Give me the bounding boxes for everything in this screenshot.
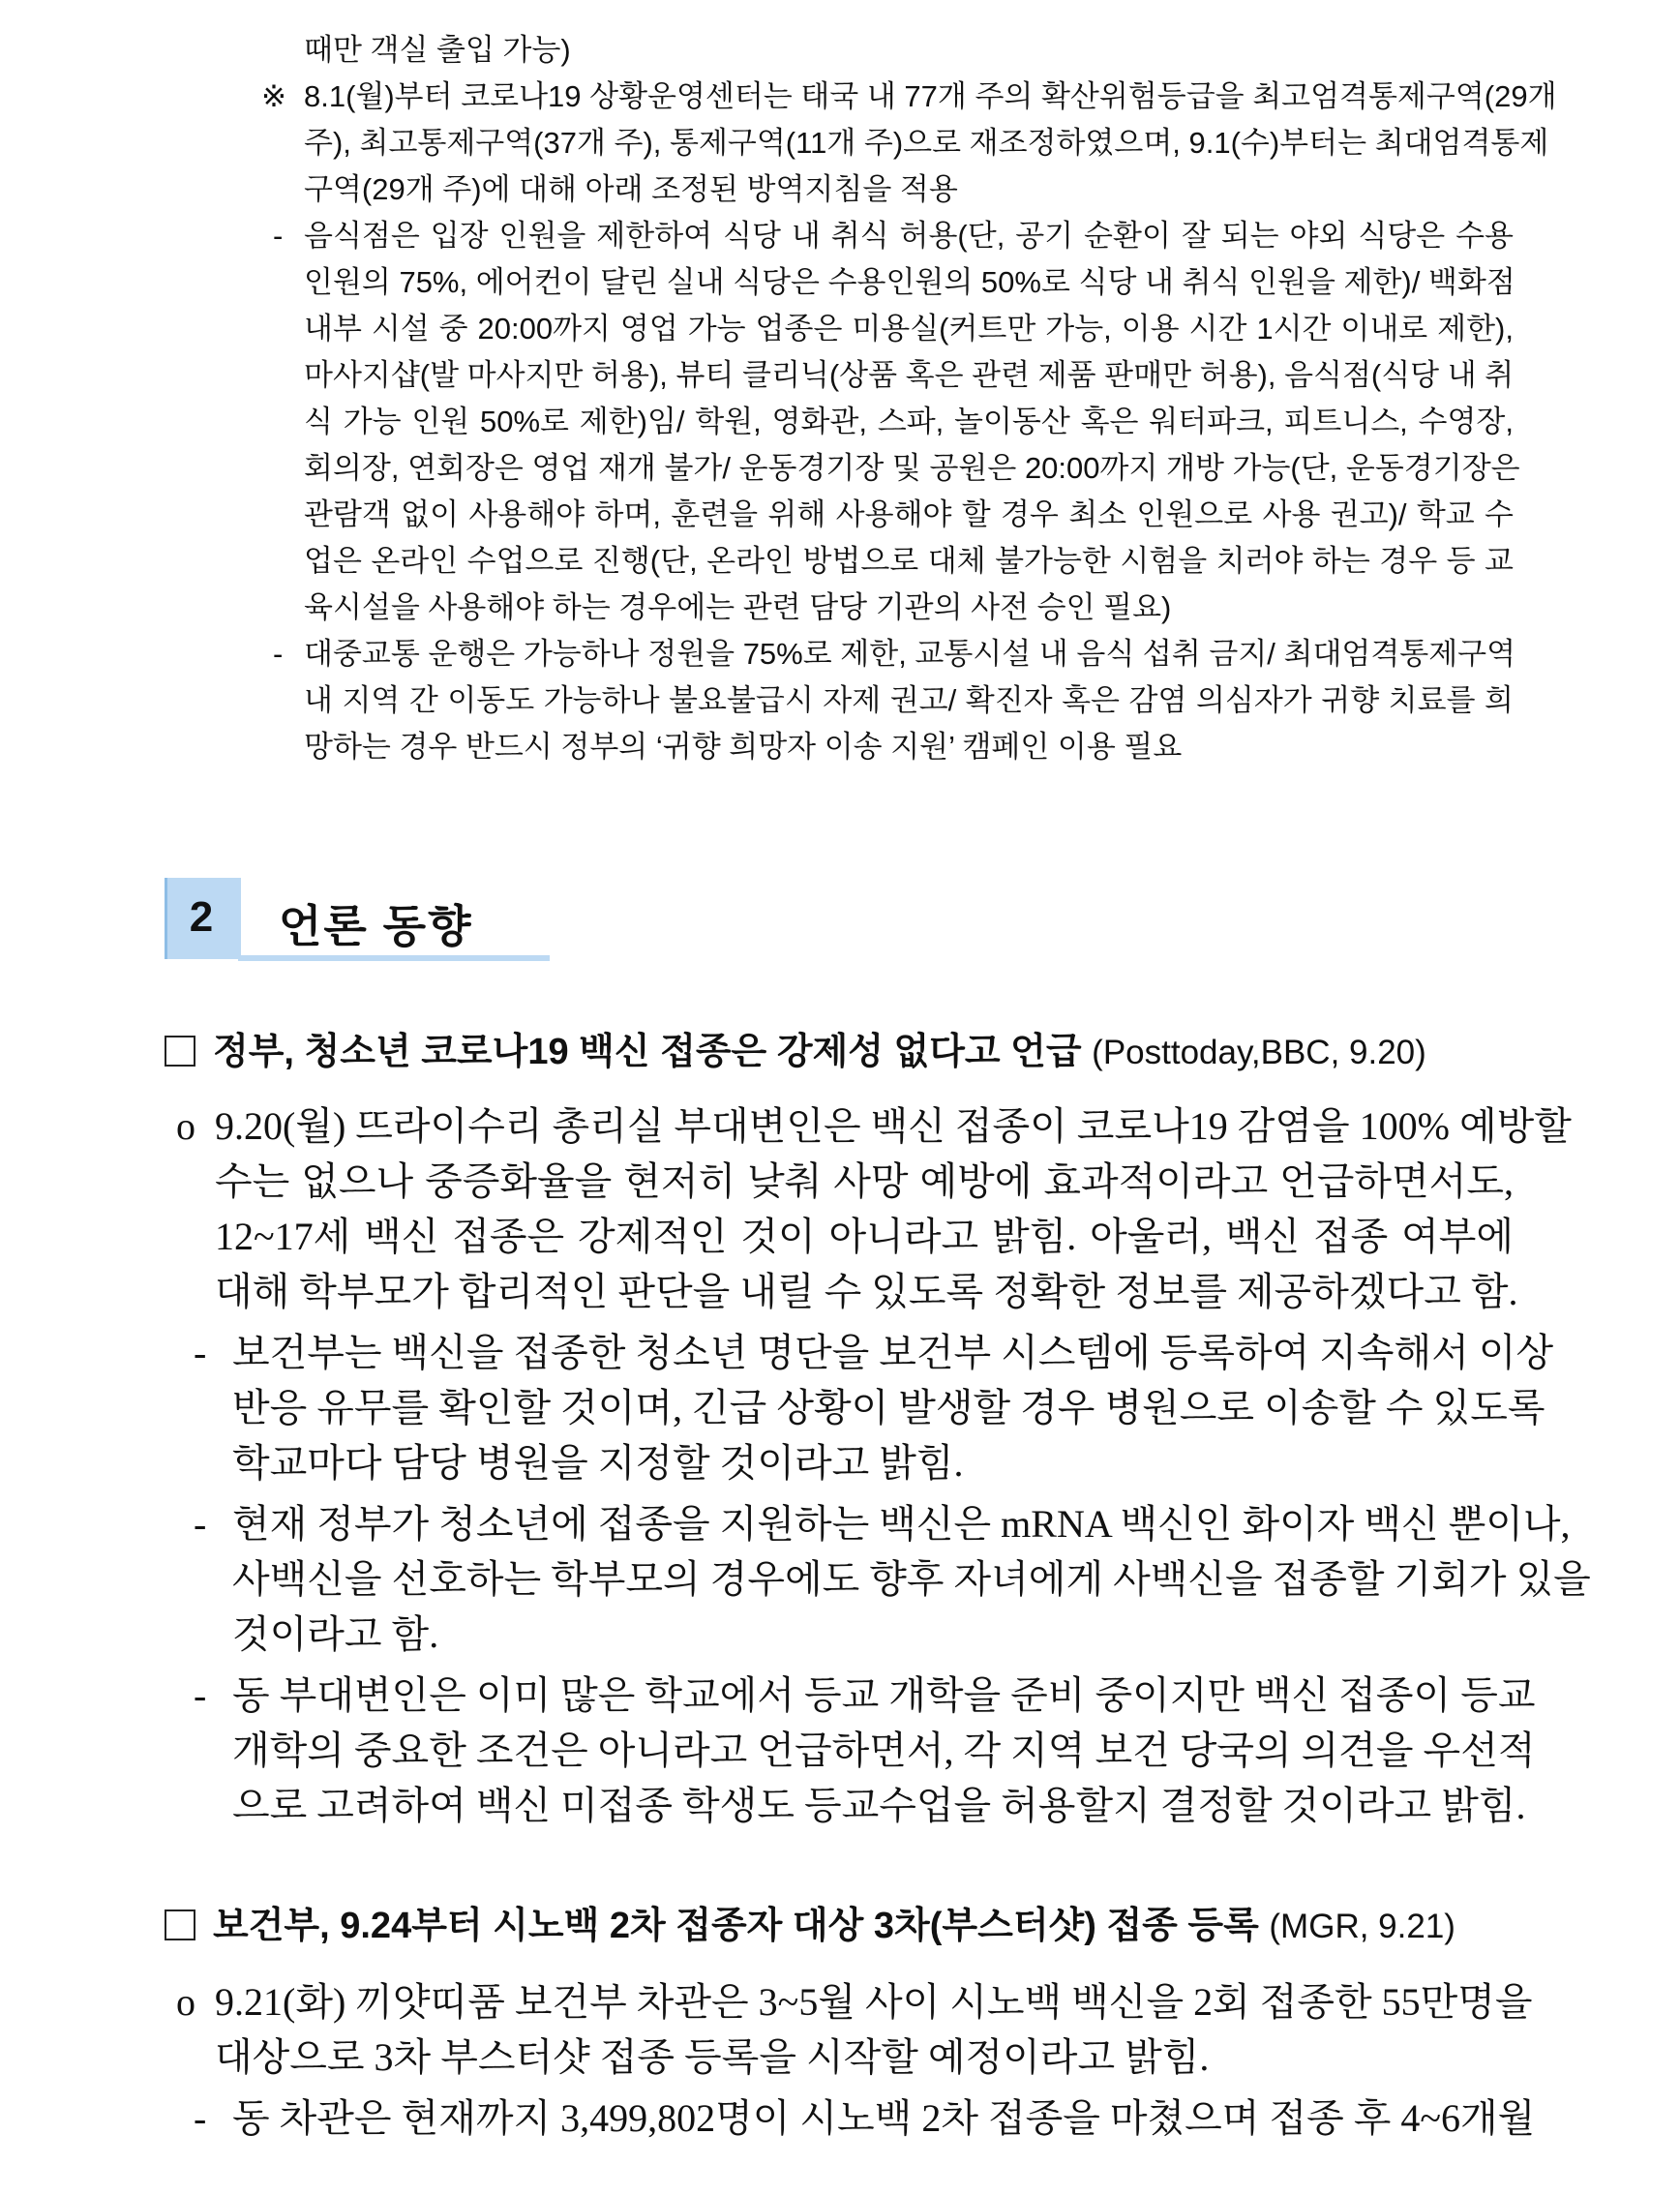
dash-line: 회의장, 연회장은 영업 재개 불가/ 운동경기장 및 공원은 20:00까지 개방 가능(단, 운동경기장은 bbox=[304, 451, 1520, 485]
article-headline: 보건부, 9.24부터 시노백 2차 접종자 대상 3차(부스터샷) 접종 등록 bbox=[213, 1906, 1259, 1946]
body-line: 대상으로 3차 부스터샷 접종 등록을 시작할 예정이라고 밝힘. bbox=[215, 2035, 1210, 2079]
article-heading bbox=[165, 1895, 1455, 1948]
note-line: 주), 최고통제구역(37개 주), 통제구역(11개 주)으로 재조정하였으며, 9.1(수)부터는 최대엄격통제 bbox=[304, 126, 1549, 160]
section-title: 언론 동향 bbox=[279, 901, 473, 951]
dash-bullet: - bbox=[194, 1502, 207, 1546]
continuation-line: 때만 객실 출입 가능) bbox=[304, 33, 571, 67]
body-line: 사백신을 선호하는 학부모의 경우에도 향후 자녀에게 사백신을 접종할 기회가 있을 bbox=[232, 1557, 1591, 1601]
o-paragraph bbox=[0, 1974, 1533, 2085]
dash-bullet: - bbox=[194, 1331, 207, 1374]
article-headline: 정부, 청소년 코로나19 백신 접종은 강제성 없다고 언급 bbox=[213, 1032, 1082, 1072]
body-line: 수는 없으나 중증화율을 현저히 낮춰 사망 예방에 효과적이라고 언급하면서도, bbox=[215, 1159, 1514, 1203]
dash-line: 업은 온라인 수업으로 진행(단, 온라인 방법으로 대체 불가능한 시험을 치러야 하는 경우 등 교 bbox=[304, 544, 1514, 578]
article-source: (MGR, 9.21) bbox=[1269, 1908, 1455, 1945]
dash-line: 망하는 경우 반드시 정부의 ‘귀향 희망자 이송 지원’ 캠페인 이용 필요 bbox=[304, 730, 1183, 764]
dash-line: 인원의 75%, 에어컨이 달린 실내 식당은 수용인원의 50%로 식당 내 취식 인원을 제한)/ 백화점 bbox=[304, 265, 1515, 299]
dash-bullet: - bbox=[194, 1673, 207, 1717]
body-line: 동 차관은 현재까지 3,499,802명이 시노백 2차 접종을 마쳤으며 접종 후 4~6개월 bbox=[232, 2096, 1536, 2140]
dash-paragraph bbox=[0, 1668, 1536, 1833]
body-line: 으로 고려하여 백신 미접종 학생도 등교수업을 허용할지 결정할 것이라고 밝힘. bbox=[232, 1784, 1526, 1827]
checkbox-icon bbox=[165, 1036, 195, 1067]
dash-paragraph bbox=[0, 1496, 1591, 1662]
note-line bbox=[0, 74, 1680, 120]
note-line: 구역(29개 주)에 대해 아래 조정된 방역지침을 적용 bbox=[304, 172, 958, 206]
dash-item bbox=[0, 213, 1520, 631]
article-source: (Posttoday,BBC, 9.20) bbox=[1092, 1034, 1426, 1071]
body-line: 12~17세 백신 접종은 강제적인 것이 아니라고 밝힘. 아울러, 백신 접종 여부에 bbox=[215, 1215, 1514, 1258]
dash-paragraph bbox=[0, 2090, 1536, 2146]
body-line: 보건부는 백신을 접종한 청소년 명단을 보건부 시스템에 등록하여 지속해서 이상 bbox=[232, 1331, 1554, 1374]
body-line: 동 부대변인은 이미 많은 학교에서 등교 개학을 준비 중이지만 백신 접종이 등교 bbox=[232, 1673, 1536, 1717]
dash-bullet: - bbox=[273, 637, 284, 671]
dash-bullet: - bbox=[273, 219, 284, 253]
body-line: 대해 학부모가 합리적인 판단을 내릴 수 있도록 정확한 정보를 제공하겠다고 함. bbox=[215, 1270, 1518, 1313]
note-text: 8.1(월)부터 코로나19 상황운영센터는 태국 내 77개 주의 확산위험등급을 최고엄격통제구역(29개 bbox=[304, 79, 1557, 113]
section-number: 2 bbox=[189, 893, 214, 941]
dash-item bbox=[0, 631, 1514, 770]
checkbox-icon bbox=[165, 1909, 195, 1940]
body-line: 개학의 중요한 조건은 아니라고 언급하면서, 각 지역 보건 당국의 의견을 우선적 bbox=[232, 1729, 1536, 1772]
body-line: 학교마다 담당 병원을 지정할 것이라고 밝힘. bbox=[232, 1441, 964, 1485]
note-mark: ※ bbox=[261, 79, 286, 113]
body-line: 반응 유무를 확인할 것이며, 긴급 상황이 발생할 경우 병원으로 이송할 수 있도록 bbox=[232, 1386, 1545, 1429]
dash-paragraph bbox=[0, 1325, 1554, 1490]
section-header bbox=[165, 878, 552, 963]
o-paragraph bbox=[0, 1098, 1572, 1319]
dash-line: 내부 시설 중 20:00까지 영업 가능 업종은 미용실(커트만 가능, 이용 시간 1시간 이내로 제한), bbox=[304, 312, 1514, 346]
dash-line: 식 가능 인원 50%로 제한)임/ 학원, 영화관, 스파, 놀이동산 혹은 워터파크, 피트니스, 수영장, bbox=[304, 405, 1514, 438]
o-bullet: o bbox=[176, 1980, 195, 2024]
dash-line: 내 지역 간 이동도 가능하나 불요불급시 자제 권고/ 확진자 혹은 감염 의심자가 귀향 치료를 희 bbox=[304, 683, 1514, 717]
dash-line: 육시설을 사용해야 하는 경우에는 관련 담당 기관의 사전 승인 필요) bbox=[304, 590, 1172, 624]
o-bullet: o bbox=[176, 1104, 195, 1148]
body-line: 9.20(월) 뜨라이수리 총리실 부대변인은 백신 접종이 코로나19 감염을 100% 예방할 bbox=[215, 1104, 1572, 1148]
top-block bbox=[0, 27, 1680, 770]
body-line: 9.21(화) 끼얏띠품 보건부 차관은 3~5월 사이 시노백 백신을 2회 접종한 55만명을 bbox=[215, 1980, 1533, 2024]
dash-bullet: - bbox=[194, 2096, 207, 2140]
dash-line: 관람객 없이 사용해야 하며, 훈련을 위해 사용해야 할 경우 최소 인원으로 사용 권고)/ 학교 수 bbox=[304, 497, 1514, 531]
section-underline bbox=[238, 955, 550, 961]
dash-line: 마사지샵(발 마사지만 허용), 뷰티 클리닉(상품 혹은 관련 제품 판매만 허용), 음식점(식당 내 취 bbox=[304, 358, 1515, 392]
dash-line: 음식점은 입장 인원을 제한하여 식당 내 취식 허용(단, 공기 순환이 잘 되는 야외 식당은 수용 bbox=[304, 219, 1514, 253]
body-line: 것이라고 함. bbox=[232, 1612, 439, 1656]
article-body bbox=[0, 1974, 1680, 2146]
dash-line: 대중교통 운행은 가능하나 정원을 75%로 제한, 교통시설 내 음식 섭취 금지/ 최대엄격통제구역 bbox=[304, 637, 1516, 671]
article-body bbox=[0, 1098, 1680, 1833]
body-line: 현재 정부가 청소년에 접종을 지원하는 백신은 mRNA 백신인 화이자 백신 뿐이나, bbox=[232, 1502, 1571, 1546]
article-heading bbox=[165, 1021, 1426, 1074]
